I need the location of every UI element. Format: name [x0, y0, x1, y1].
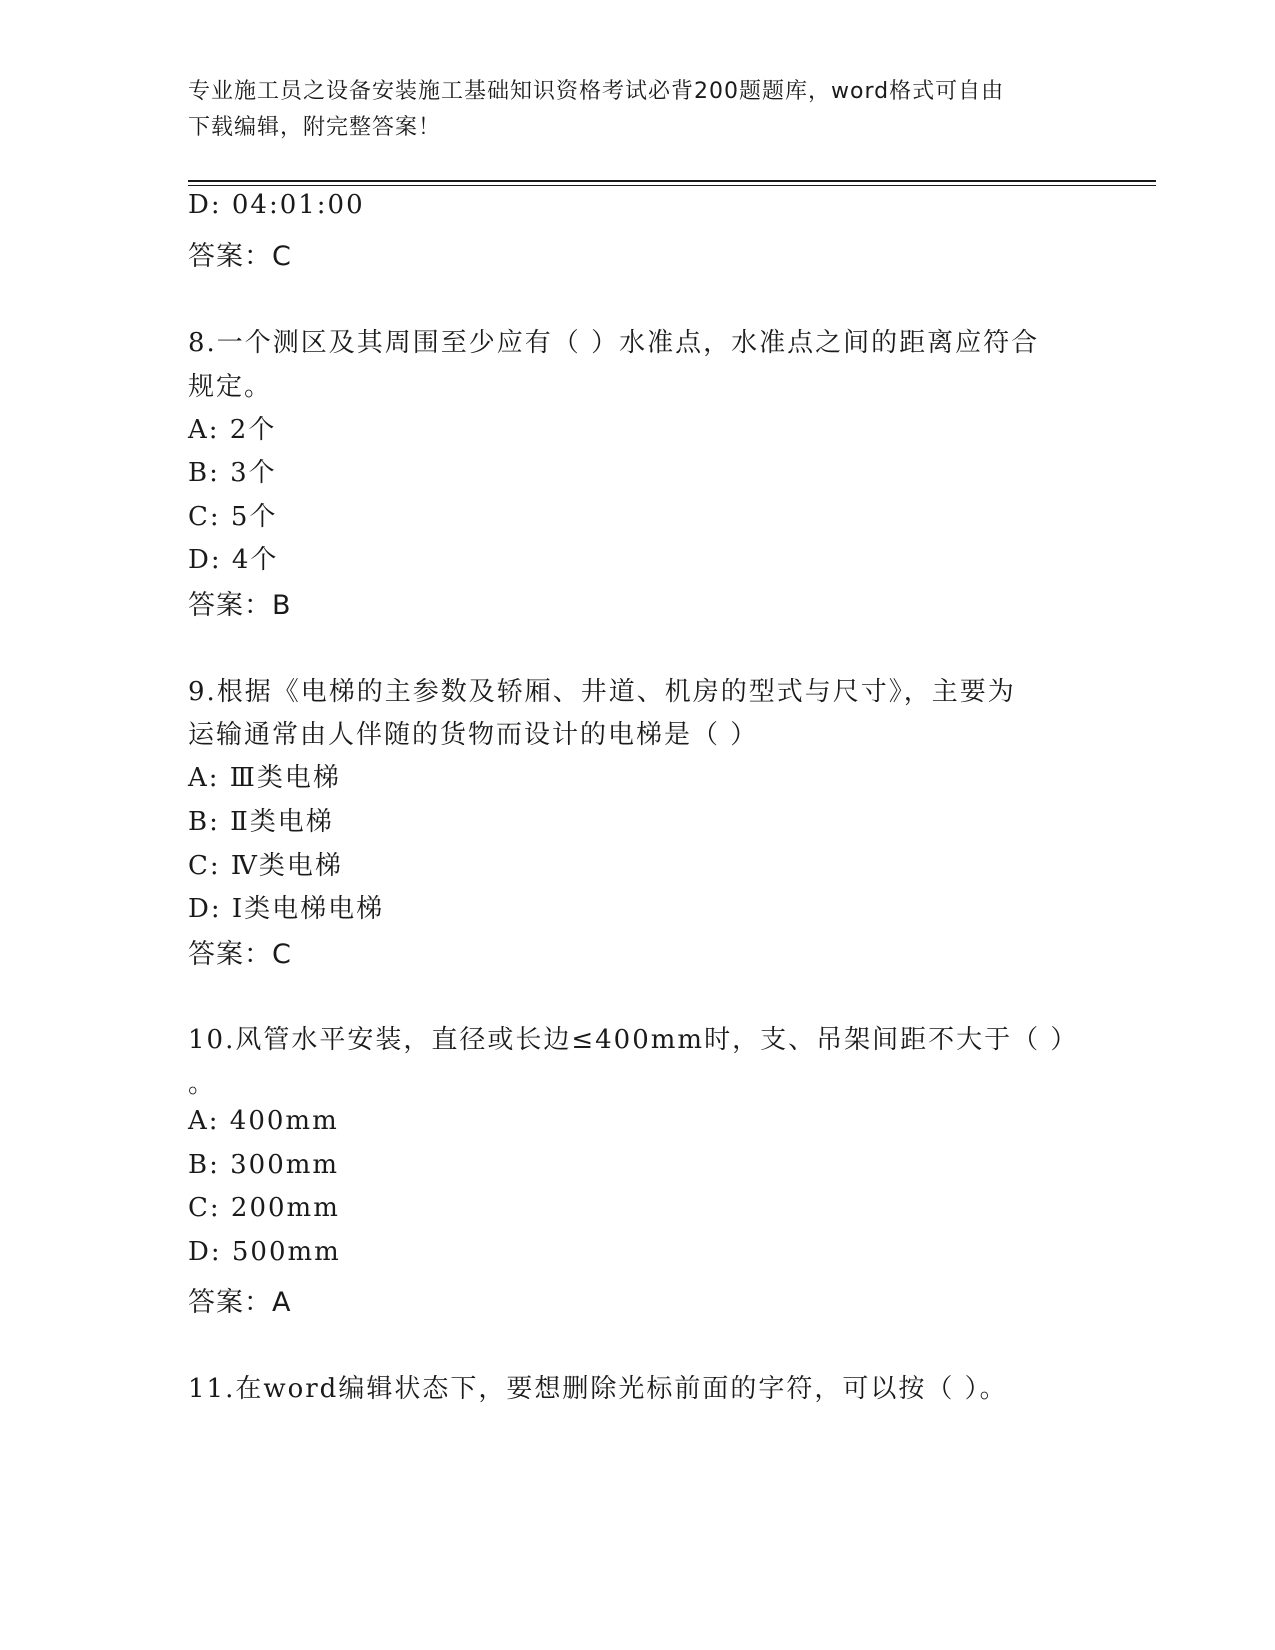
q8-option-b: B: 3个	[188, 458, 277, 488]
q8-option-d: D: 4个	[188, 545, 279, 575]
q8-option-c: C: 5个	[188, 502, 278, 532]
q8-answer: 答案：B	[188, 590, 292, 621]
header-divider-thick	[188, 180, 1156, 182]
q9-option-c: C: Ⅳ类电梯	[188, 851, 343, 881]
q7-option-d: D: 04:01:00	[188, 190, 365, 220]
q9-option-b: B: Ⅱ类电梯	[188, 807, 334, 837]
header-line-2: 下载编辑，附完整答案！	[188, 115, 442, 140]
q7-answer: 答案：C	[188, 241, 292, 272]
header-divider-thin	[188, 185, 1156, 186]
q9-option-a: A: Ⅲ类电梯	[188, 763, 341, 793]
q11-stem-line-1: 11.在word编辑状态下，要想删除光标前面的字符，可以按（ ）。	[188, 1374, 1008, 1404]
q10-stem-line-1: 10.风管水平安装，直径或长边≤400mm时，支、吊架间距不大于（ ）	[188, 1025, 1079, 1055]
q10-stem-line-2: 。	[188, 1069, 217, 1099]
document-header	[188, 74, 1088, 146]
q10-option-a: A: 400mm	[188, 1106, 339, 1136]
header-line-1: 专业施工员之设备安装施工基础知识资格考试必背200题题库，word格式可自由	[188, 79, 1005, 104]
q8-stem-line-2: 规定。	[188, 372, 273, 402]
q10-option-c: C: 200mm	[188, 1193, 340, 1223]
q8-option-a: A: 2个	[188, 415, 277, 445]
q9-option-d: D: Ⅰ类电梯电梯	[188, 894, 385, 924]
q10-option-b: B: 300mm	[188, 1150, 340, 1180]
q10-answer: 答案：A	[188, 1287, 292, 1318]
q9-answer: 答案：C	[188, 939, 292, 970]
q8-stem-line-1: 8.一个测区及其周围至少应有（ ）水准点，水准点之间的距离应符合	[188, 328, 1040, 358]
q10-option-d: D: 500mm	[188, 1237, 341, 1267]
q9-stem-line-1: 9.根据《电梯的主参数及轿厢、井道、机房的型式与尺寸》，主要为	[188, 677, 1016, 707]
q9-stem-line-2: 运输通常由人伴随的货物而设计的电梯是（ ）	[188, 720, 759, 750]
